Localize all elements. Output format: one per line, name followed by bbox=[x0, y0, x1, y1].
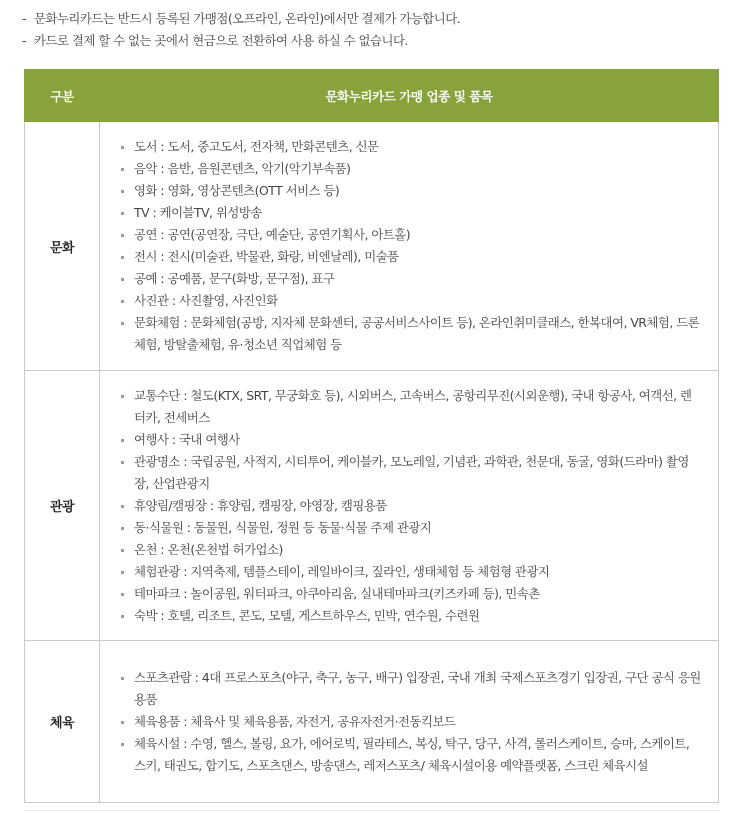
header-category: 구분 bbox=[25, 70, 100, 122]
notice-dash: - bbox=[22, 33, 26, 48]
list-item: 영화 : 영화, 영상콘텐츠(OTT 서비스 등) bbox=[118, 180, 702, 202]
category-tourism: 관광 bbox=[25, 371, 100, 641]
list-item: 여행사 : 국내 여행사 bbox=[118, 429, 702, 451]
notice-list bbox=[22, 8, 460, 52]
header-items: 문화누리카드 가맹 업종 및 품목 bbox=[100, 70, 719, 122]
table-row-tourism bbox=[25, 371, 719, 641]
list-item: 체육용품 : 체육사 및 체육용품, 자전거, 공유자전거·전동킥보드 bbox=[118, 711, 702, 733]
list-item: 스포츠관람 : 4대 프로스포츠(야구, 축구, 농구, 배구) 입장권, 국내 개최 국제스포츠경기 입장권, 구단 공식 응원용품 bbox=[118, 667, 702, 711]
item-list bbox=[118, 667, 702, 777]
category-items bbox=[100, 122, 719, 371]
list-item: 관광명소 : 국립공원, 사적지, 시티투어, 케이블카, 모노레일, 기념관, 과학관, 천문대, 동굴, 영화(드라마) 촬영장, 산업관광지 bbox=[118, 451, 702, 495]
divider bbox=[24, 810, 719, 811]
list-item: 전시 : 전시(미술관, 박물관, 화랑, 비엔날레), 미술품 bbox=[118, 246, 702, 268]
list-item: 체육시설 : 수영, 헬스, 볼링, 요가, 에어로빅, 필라테스, 복싱, 탁구, 당구, 사격, 롤러스케이트, 승마, 스케이트, 스키, 태권도, 합기도, 스포츠댄스, 방송댄스, 레저스포츠/ 체육시설이용 예약플랫폼, 스크린 체육시설 bbox=[118, 733, 702, 777]
list-item: 숙박 : 호텔, 리조트, 콘도, 모텔, 게스트하우스, 민박, 연수원, 수련원 bbox=[118, 605, 702, 627]
list-item: 공예 : 공예품, 문구(화방, 문구점), 표구 bbox=[118, 268, 702, 290]
list-item: 도서 : 도서, 중고도서, 전자책, 만화콘텐츠, 신문 bbox=[118, 136, 702, 158]
list-item: 공연 : 공연(공연장, 극단, 예술단, 공연기획사, 아트홀) bbox=[118, 224, 702, 246]
table-row-culture bbox=[25, 122, 719, 371]
merchant-category-table bbox=[24, 69, 719, 803]
item-list bbox=[118, 385, 702, 627]
table-header-row bbox=[25, 70, 719, 122]
notice-item bbox=[22, 30, 460, 52]
notice-dash: - bbox=[22, 11, 26, 26]
notice-text: 문화누리카드는 반드시 등록된 가맹점(오프라인, 온라인)에서만 결제가 가능합니다. bbox=[34, 11, 461, 26]
notice-text: 카드로 결제 할 수 없는 곳에서 현금으로 전환하여 사용 하실 수 없습니다. bbox=[34, 33, 408, 48]
list-item: 음악 : 음반, 음원콘텐츠, 악기(악기부속품) bbox=[118, 158, 702, 180]
notice-item bbox=[22, 8, 460, 30]
item-list bbox=[118, 136, 702, 356]
list-item: 휴양림/캠핑장 : 휴양림, 캠핑장, 야영장, 캠핑용품 bbox=[118, 495, 702, 517]
list-item: TV : 케이블TV, 위성방송 bbox=[118, 202, 702, 224]
category-items bbox=[100, 371, 719, 641]
list-item: 교통수단 : 철도(KTX, SRT, 무궁화호 등), 시외버스, 고속버스, 공항리무진(시외운행), 국내 항공사, 여객선, 렌터카, 전세버스 bbox=[118, 385, 702, 429]
list-item: 테마파크 : 놀이공원, 워터파크, 아쿠아리움, 실내테마파크(키즈카페 등), 민속촌 bbox=[118, 583, 702, 605]
list-item: 문화체험 : 문화체험(공방, 지자체 문화센터, 공공서비스사이트 등), 온라인취미클래스, 한복대여, VR체험, 드론체험, 방탈출체험, 유·청소년 직업체험 등 bbox=[118, 312, 702, 356]
list-item: 사진관 : 사진촬영, 사진인화 bbox=[118, 290, 702, 312]
list-item: 체험관광 : 지역축제, 템플스테이, 레일바이크, 짚라인, 생태체험 등 체험형 관광지 bbox=[118, 561, 702, 583]
category-sports: 체육 bbox=[25, 641, 100, 803]
list-item: 온천 : 온천(온천법 허가업소) bbox=[118, 539, 702, 561]
category-items bbox=[100, 641, 719, 803]
list-item: 동·식물원 : 동물원, 식물원, 정원 등 동물·식물 주제 관광지 bbox=[118, 517, 702, 539]
category-culture: 문화 bbox=[25, 122, 100, 371]
table-row-sports bbox=[25, 641, 719, 803]
